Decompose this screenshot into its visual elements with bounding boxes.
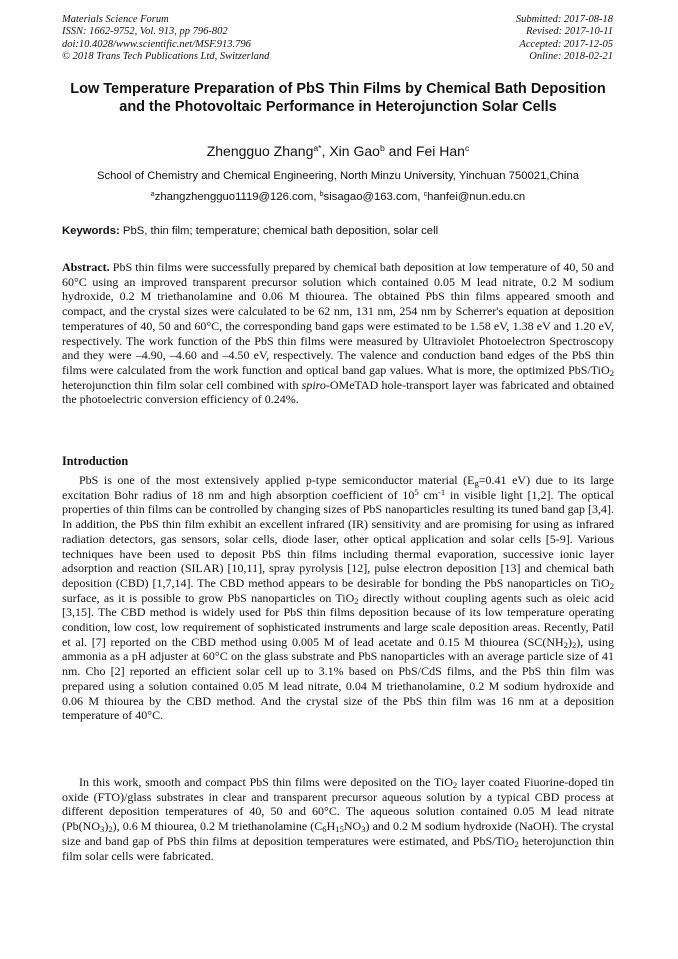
introduction-paragraph-2 [62, 775, 614, 863]
text-run: =0.41 eV) due to its large excitation Bohr radius of 18 nm and high absorption coefficient of 10 [62, 473, 614, 502]
journal-header-left [62, 14, 269, 63]
text-run: H [326, 819, 336, 834]
subscript: g [474, 478, 479, 489]
subscript: 3 [361, 824, 366, 835]
text-run: PbS is one of the most extensively applied p-type semiconductor material (E [79, 473, 475, 487]
text-run: ), using ammonia as a pH adjuster at 60°C on the glass substrate and PbS nanoparticles with an average particle size of 41 nm. Cho [2] reported an efficient solar cell up to 3.1% based on PbS/CdS films, and the PbS thin film was prepared using a solution contained 0.05 M lead nitrate, 0.04 M triethanolamine, 0.2 M sodium hydroxide and 0.06 M thiourea by the CBD method. And the crystal size of the PbS thin film was 16 nm at a deposition temperature of 40°C. [62, 634, 615, 723]
abstract-label: Abstract. [62, 260, 110, 274]
abstract-text: PbS thin films were successfully prepared by chemical bath deposition at low temperature of 40, 50 and 60°C using an improved transparent precursor solution which contained 0.05 M lead nitrate, 0.2 M sodium hydroxide, 0.2 M triethanolamine and 0.06 M thiourea. The obtained PbS thin films appeared smooth and compact, and the crystal sizes were calculated to be 62 nm, 131 nm, 254 nm by Scherrer's equation at deposition temperatures of 40, 50 and 60°C, the corresponding band gaps were estimated to be 1.58 eV, 1.38 eV and 1.20 eV, respectively. The work function of the PbS thin films were measured by Ultraviolet Photoelectron Spectroscopy and they were –4.90, –4.60 and –4.50 eV, respectively. The valence and conduction band edges of the PbS thin films were calculated from the work function and optical band gap values. What is more, the optimized PbS/TiO [62, 260, 614, 377]
keywords [62, 224, 614, 238]
email-mark: a [150, 191, 155, 199]
keywords-label: Keywords: [62, 225, 120, 237]
author-mark: c [464, 143, 470, 154]
journal-header-right [516, 14, 613, 63]
email-separator: , [313, 191, 320, 203]
author-name: Xin Gao [329, 143, 380, 159]
affiliation: School of Chemistry and Chemical Engineering, North Minzu University, Yinchuan 750021,China [96, 170, 580, 182]
email-address[interactable]: sisagao@163.com [323, 191, 418, 203]
email-mark: c [423, 191, 428, 199]
subscript: 2 [563, 639, 568, 650]
superscript: 5 [414, 486, 419, 497]
text-run: in visible light [1,2]. The optical properties of thin films can be controlled by changing sizes of PbS nanoparticles resulting its tuned band gap [3,4]. In addition, the PbS thin film exhibit an excellent infrared (IR) sensitivity and are promising for using as infrared radiation detectors, gas sensors, solar cells, diode laser, other optical application and solar cells [5-9]. Various techniques have been used to deposit PbS thin films including thermal evaporation, successive ionic layer adsorption and reaction (SILAR) [10,11], spray pyrolysis [12], pulse electron deposition [13] and chemical bath deposition (CBD) [1,7,14]. The CBD method appears to be desirable for bonding the PbS nanoparticles on TiO [62, 487, 614, 590]
author-separator: and [384, 143, 416, 159]
subscript: 2 [609, 581, 614, 592]
text-run: cm [418, 487, 439, 502]
author-mark: a* [313, 143, 322, 154]
issn-line: ISSN: 1662-9752, Vol. 913, pp 796-802 [62, 26, 228, 38]
text-run: ), 0.6 M thiourea, 0.2 M triethanolamine (C [112, 819, 323, 834]
author-list [62, 143, 614, 160]
text-run: ) [104, 819, 109, 834]
email-separator: , [417, 191, 424, 203]
email-address[interactable]: hanfei@nun.edu.cn [427, 191, 526, 203]
subscript: 2 [354, 595, 359, 606]
abstract [62, 260, 614, 407]
author-mark: b [379, 143, 385, 154]
email-mark: b [319, 191, 324, 199]
text-run: ) and 0.2 M sodium hydroxide (NaOH). The crystal size and band gap of PbS thin films at deposition temperatures were estimated, and PbS/TiO [62, 819, 614, 848]
text-run: heterojunction thin film solar cells were fabricated. [62, 833, 614, 863]
subscript: 15 [335, 824, 344, 835]
subscript: 6 [322, 824, 327, 835]
paragraph-text [62, 775, 614, 863]
copyright-line: © 2018 Trans Tech Publications Ltd, Switzerland [62, 50, 270, 62]
submitted-date: Submitted: 2017-08-18 [515, 14, 613, 25]
paragraph-text [62, 473, 614, 723]
section-heading-introduction: Introduction [62, 454, 129, 468]
subscript: 3 [100, 824, 105, 835]
revised-date: Revised: 2017-10-11 [526, 26, 613, 38]
subscript: 2 [108, 824, 113, 835]
text-run: NO [343, 819, 362, 834]
text-run: In this work, smooth and compact PbS thin films were deposited on the TiO [79, 775, 453, 789]
online-date: Online: 2018-02-21 [529, 50, 613, 62]
keywords-text: PbS, thin film; temperature; chemical bath deposition, solar cell [119, 225, 439, 237]
accepted-date: Accepted: 2017-12-05 [519, 38, 613, 50]
text-run: layer coated Fiuorine-doped tin oxide (FTO)/glass substrates in clear and transparent precursor aqueous solution by a typical CBD process at different deposition temperatures of 40, 50 and 60°C. The aqueous solution contained 0.05 M lead nitrate (Pb(NO [62, 775, 614, 834]
introduction-paragraph-1 [62, 473, 614, 723]
journal-name: Materials Science Forum [62, 14, 169, 25]
superscript: -1 [438, 486, 446, 497]
email-address[interactable]: zhangzhengguo1119@126.com [154, 191, 314, 203]
author-name: Zhengguo Zhang [206, 143, 314, 159]
text-run: directly without coupling agents such as oleic acid [3,15]. The CBD method is widely used for PbS thin films deposition because of its low temperature operating condition, low cost, low requirement of sophisticated instruments and large scale deposition areas. Recently, Patil et al. [7] reported on the CBD method using 0.005 M of lead acetate and 0.15 M thiourea (SC(NH [62, 590, 614, 649]
author-separator: , [321, 143, 330, 159]
subscript: 2 [609, 368, 614, 379]
subscript: 2 [514, 838, 519, 849]
abstract-italic: spiro [301, 377, 326, 392]
text-run: surface, as it is possible to grow PbS nanoparticles on TiO [62, 590, 355, 605]
author-name: Fei Han [415, 143, 465, 159]
text-run: ) [567, 634, 572, 649]
paper-title: Low Temperature Preparation of PbS Thin Films by Chemical Bath Deposition and the Photovoltaic Performance in Heterojunction Solar Cells [70, 81, 606, 115]
abstract-text: -OMeTAD hole-transport layer was fabricated and obtained the photoelectric conversion efficiency of 0.24%. [62, 377, 614, 407]
subscript: 2 [571, 639, 577, 650]
subscript: 2 [452, 780, 458, 791]
email-list [62, 190, 614, 204]
abstract-text: heterojunction thin film solar cell combined with [62, 377, 302, 392]
doi-line: doi:10.4028/www.scientific.net/MSF.913.796 [62, 38, 251, 50]
